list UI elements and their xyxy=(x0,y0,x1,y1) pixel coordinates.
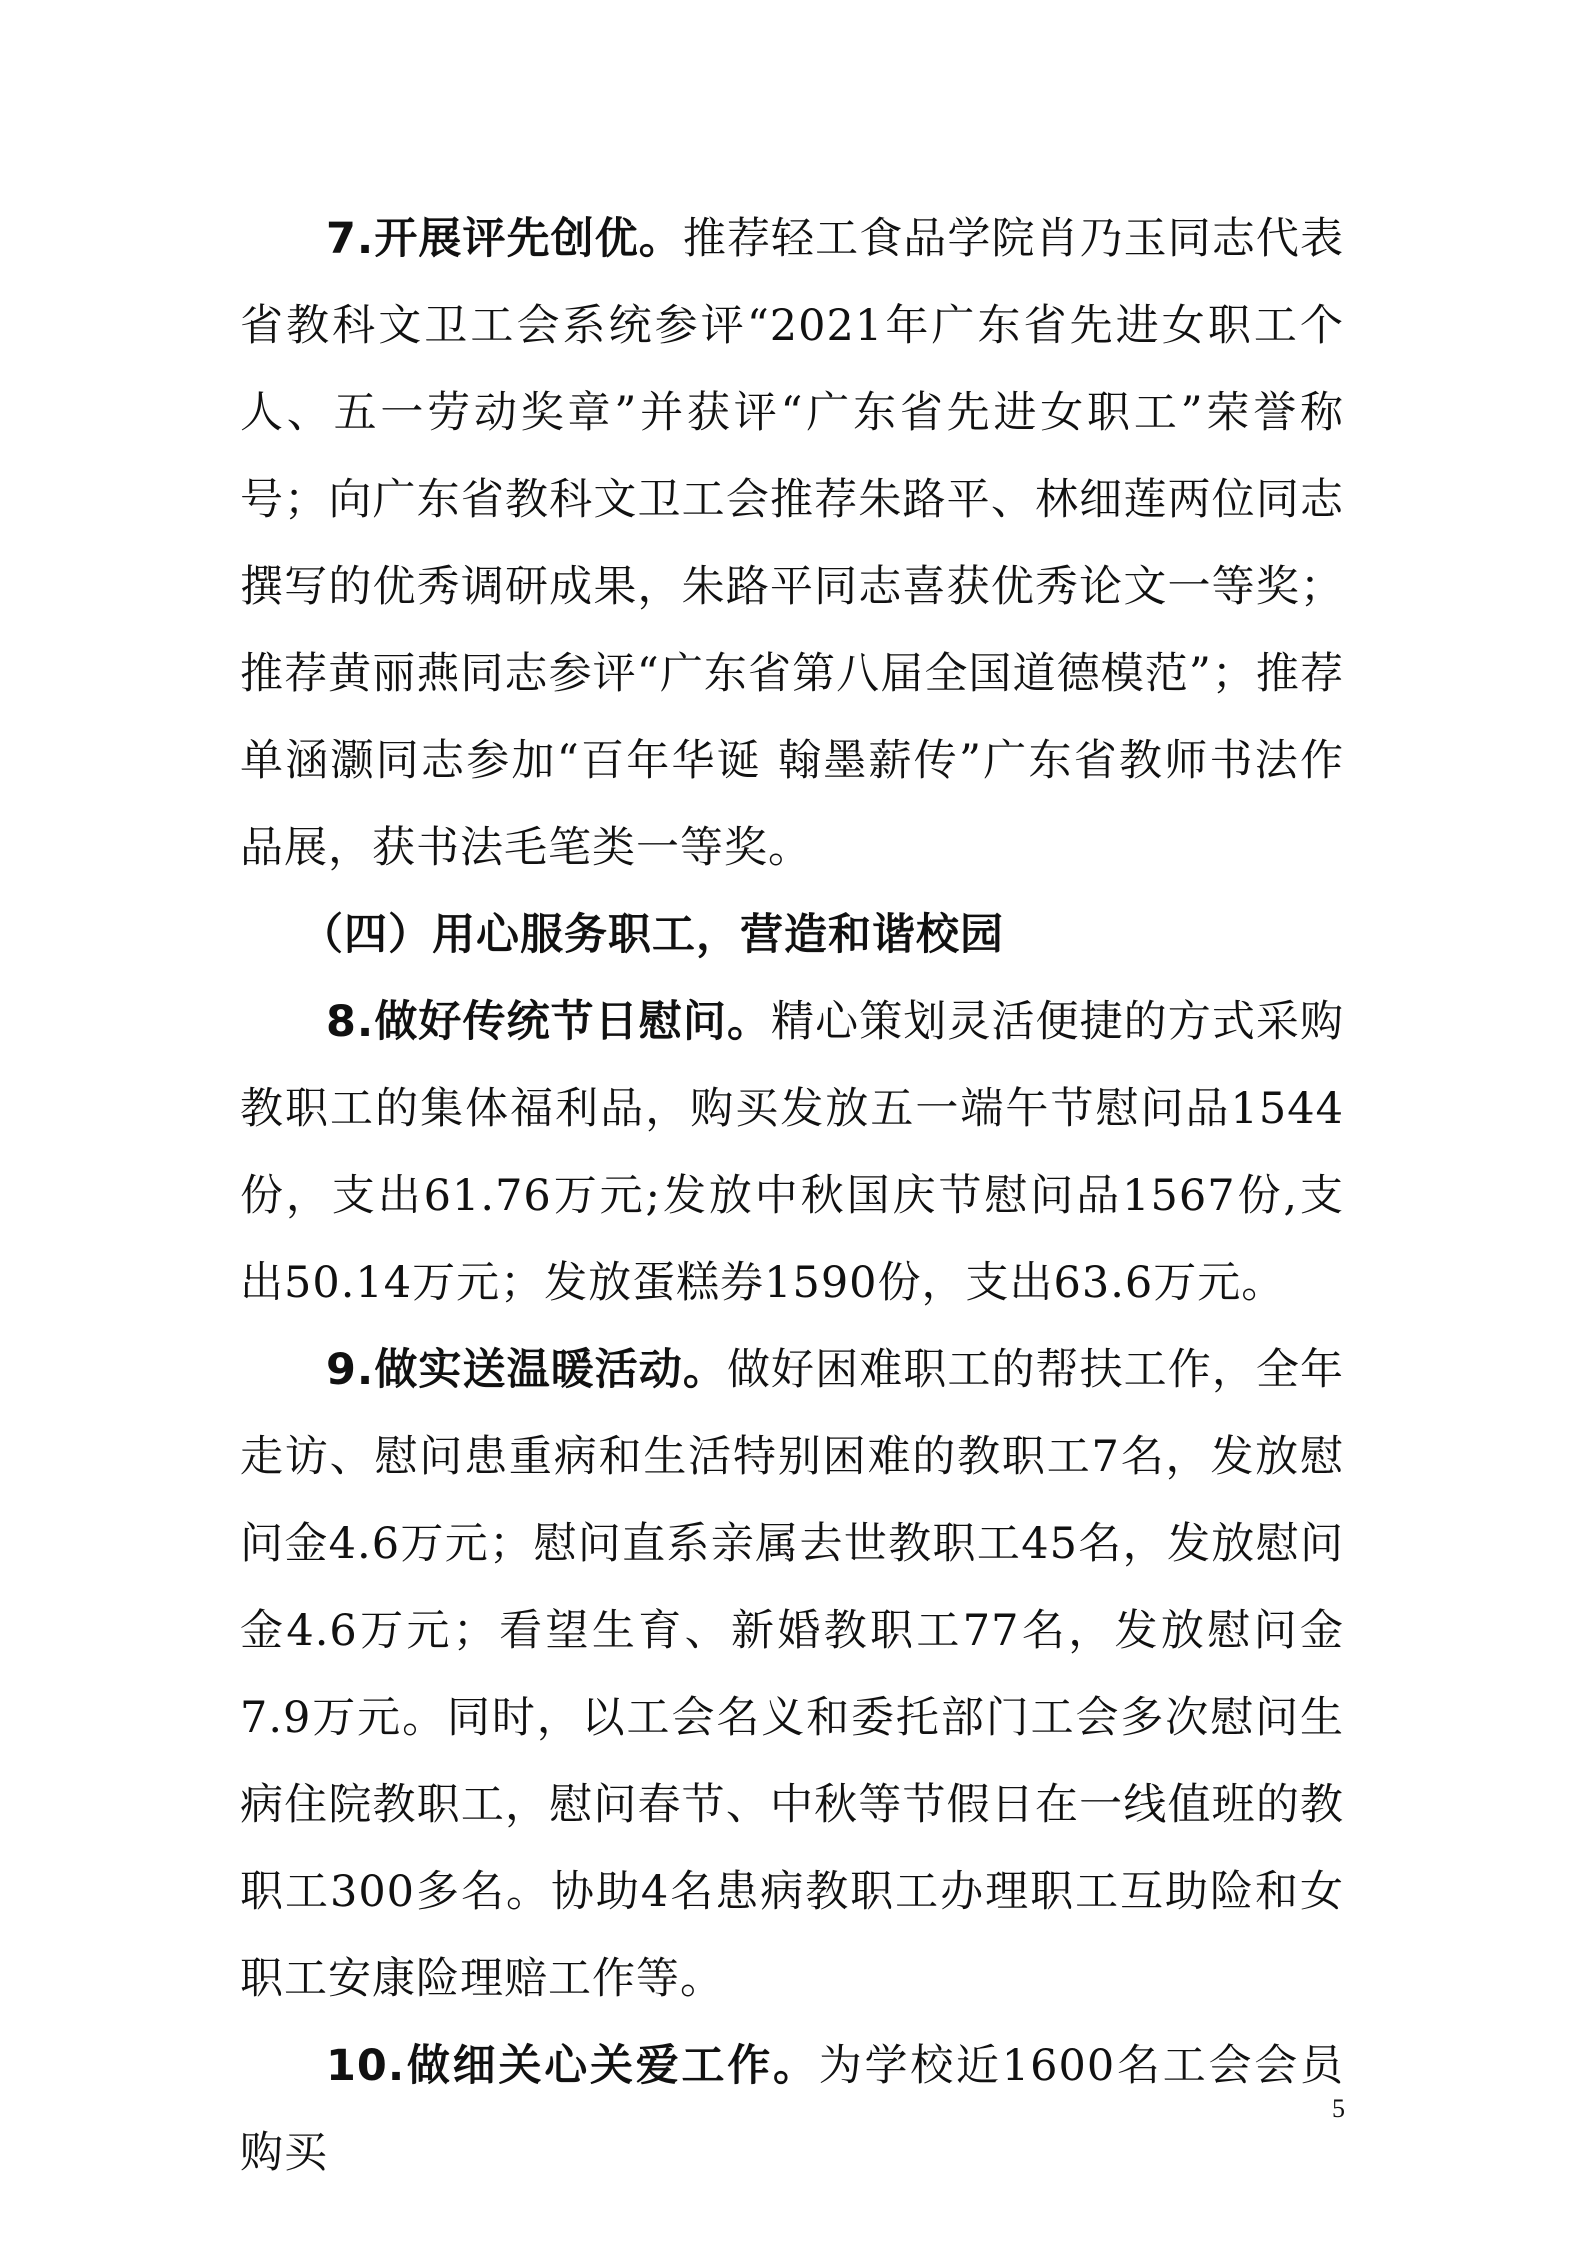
paragraph-7 xyxy=(240,196,1344,892)
page-number: 5 xyxy=(1332,2094,1345,2123)
paragraph-8 xyxy=(240,979,1344,1327)
document-body xyxy=(240,196,1344,2197)
section-heading: （四）用心服务职工，营造和谐校园 xyxy=(300,910,1004,960)
paragraph-7-lead: 7.开展评先创优。 xyxy=(326,214,683,264)
paragraph-10 xyxy=(240,2023,1344,2197)
paragraph-9 xyxy=(240,1327,1344,2023)
paragraph-9-lead: 9.做实送温暖活动。 xyxy=(326,1345,727,1395)
paragraph-7-text: 推荐轻工食品学院肖乃玉同志代表省教科文卫工会系统参评“2021年广东省先进女职工个人、五一劳动奖章”并获评“广东省先进女职工”荣誉称号；向广东省教科文卫工会推荐朱路平、林细莲两位同志撰写的优秀调研成果，朱路平同志喜获优秀论文一等奖；推荐黄丽燕同志参评“广东省第八届全国道德模范”；推荐单涵灏同志参加“百年华诞 翰墨薪传”广东省教师书法作品展，获书法毛笔类一等奖。 xyxy=(240,214,1344,873)
paragraph-8-lead: 8.做好传统节日慰问。 xyxy=(326,997,772,1047)
paragraph-10-lead: 10.做细关心关爱工作。 xyxy=(326,2041,819,2091)
paragraph-9-text: 做好困难职工的帮扶工作，全年走访、慰问患重病和生活特别困难的教职工7名，发放慰问金4.6万元；慰问直系亲属去世教职工45名，发放慰问金4.6万元；看望生育、新婚教职工77名，发放慰问金7.9万元。同时，以工会名义和委托部门工会多次慰问生病住院教职工，慰问春节、中秋等节假日在一线值班的教职工300多名。协助4名患病教职工办理职工互助险和女职工安康险理赔工作等。 xyxy=(240,1345,1344,2004)
paragraph-8-text: 精心策划灵活便捷的方式采购教职工的集体福利品，购买发放五一端午节慰问品1544份，支出61.76万元;发放中秋国庆节慰问品1567份,支出50.14万元；发放蛋糕券1590份，支出63.6万元。 xyxy=(240,997,1344,1308)
paragraph-10-text: 为学校近1600名工会会员购买 xyxy=(240,2041,1344,2178)
